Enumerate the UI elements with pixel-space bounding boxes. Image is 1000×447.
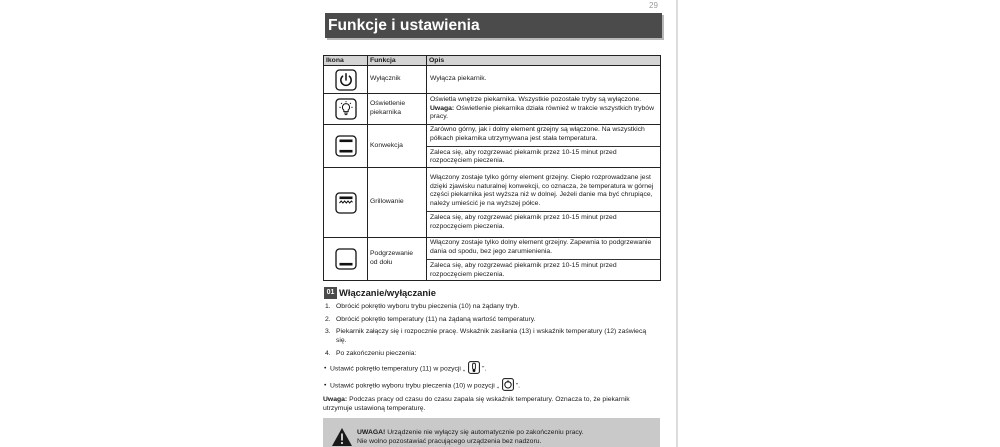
table-row — [324, 238, 661, 281]
step-text: Obrócić pokrętło temperatury (11) na żądaną wartość temperatury. — [336, 316, 536, 323]
table-header-row — [324, 56, 661, 66]
preheat-tip: Zaleca się, aby rozgrzewać piekarnik przez 10-15 minut przed rozpoczęciem pieczenia. — [427, 146, 660, 167]
bullet-text-after: ”. — [482, 365, 487, 373]
note-text: Podczas pracy od czasu do czasu zapala się wskaźnik temperatury. Oznacza to, że piekarnik utrzymuje ustawioną temperaturę. — [323, 396, 630, 412]
warning-line-1 — [357, 428, 657, 437]
functions-table — [323, 55, 661, 281]
section-title: Włączanie/wyłączanie — [339, 287, 436, 298]
bullet-text-after: ”. — [515, 382, 521, 390]
page-edge-line — [676, 0, 678, 447]
step-number: 2. — [325, 316, 331, 323]
note-paragraph — [323, 395, 638, 413]
function-name: Grillowanie — [368, 168, 427, 238]
function-name: Oświetlenie piekarnika — [368, 94, 427, 125]
function-description — [427, 66, 661, 94]
page-title: Funkcje i ustawienia — [325, 13, 662, 38]
step-number: 1. — [325, 303, 331, 310]
warning-triangle-icon — [331, 427, 353, 447]
warning-label: UWAGA! — [357, 429, 386, 436]
light-bulb-icon — [335, 98, 357, 120]
table-row — [324, 168, 661, 238]
table-row — [324, 125, 661, 168]
description-text: Włączony zostaje tylko dolny element grzejny. Zapewnia to podgrzewanie dania od spodu, bez jego zarumienienia. — [430, 239, 652, 255]
step-text: Po zakończeniu pieczenia: — [336, 350, 417, 357]
function-name: Konwekcja — [368, 125, 427, 168]
step-number: 4. — [325, 350, 331, 357]
icon-cell — [324, 94, 368, 125]
header-description: Opis — [427, 56, 661, 66]
icon-cell — [324, 125, 368, 168]
description-text: Wyłącza piekarnik. — [430, 75, 487, 83]
top-bottom-heat-icon — [335, 135, 357, 157]
temperature-knob-off-icon — [468, 361, 480, 374]
function-description — [427, 94, 661, 125]
warning-text — [357, 428, 657, 446]
bullet-text — [330, 379, 520, 392]
icon-cell — [324, 238, 368, 281]
icon-cell — [324, 168, 368, 238]
bullet-text-before: Ustawić pokrętło temperatury (11) w pozycji „ — [330, 365, 466, 373]
header-function: Funkcja — [368, 56, 427, 66]
power-icon — [335, 69, 357, 91]
page-number: 29 — [649, 1, 658, 10]
preheat-tip: Zaleca się, aby rozgrzewać piekarnik przez 10-15 minut przed rozpoczęciem pieczenia. — [427, 259, 660, 280]
function-description — [427, 238, 661, 281]
bottom-heat-icon — [335, 248, 357, 270]
mode-knob-off-icon — [502, 378, 514, 391]
step-text: Piekarnik załączy się i rozpocznie pracę. Wskaźnik zasilania (13) i wskaźnik temperatury (12) zaświecą się. — [336, 328, 647, 344]
function-name: Podgrzewanie od dołu — [368, 238, 427, 281]
bullet-text-before: Ustawić pokrętło wyboru trybu pieczenia (10) w pozycji „ — [330, 382, 499, 390]
warning-line-2: Nie wolno pozostawiać pracującego urządzenia bez nadzoru. — [357, 438, 542, 445]
table-row — [324, 94, 661, 125]
function-description — [427, 125, 661, 168]
step-text: Obrócić pokrętło wyboru trybu pieczenia (10) na żądany tryb. — [336, 303, 520, 310]
function-name: Wyłącznik — [368, 66, 427, 94]
icon-cell — [324, 66, 368, 94]
step-number: 3. — [325, 328, 331, 335]
table-row — [324, 66, 661, 94]
note-label: Uwaga: — [430, 104, 455, 112]
bullet-text — [330, 362, 486, 375]
section-number-badge: 01 — [324, 287, 337, 299]
description-text: Zarówno górny, jak i dolny element grzejny są włączone. Na wszystkich półkach piekarnika utrzymywana jest stała temperatura. — [430, 126, 645, 142]
function-description — [427, 168, 661, 238]
warning-box — [323, 418, 660, 447]
preheat-tip: Zaleca się, aby rozgrzewać piekarnik przez 10-15 minut przed rozpoczęciem pieczenia. — [427, 211, 660, 232]
note-label: Uwaga: — [323, 396, 348, 403]
description-main: Oświetla wnętrze piekarnika. Wszystkie pozostałe tryby są wyłączone. — [430, 95, 642, 103]
description-text — [430, 96, 657, 122]
header-icon: Ikona — [324, 56, 368, 66]
description-text: Włączony zostaje tylko górny element grzejny. Ciepło rozprowadzane jest dzięki zjawisku naturalnej konwekcji, co oznacza, że temperatura w górnej części piekarnika jest wyższa niż w dolnej. Jeżeli danie ma być chrupiące, należy umieścić je na wyższej półce. — [430, 173, 654, 208]
grill-icon — [335, 192, 357, 214]
note-text: Oświetlenie piekarnika działa również w trakcie wszystkich trybów pracy. — [430, 104, 654, 121]
warning-line-1-text: Urządzenie nie wyłączy się automatycznie po zakończeniu pracy. — [387, 429, 584, 436]
